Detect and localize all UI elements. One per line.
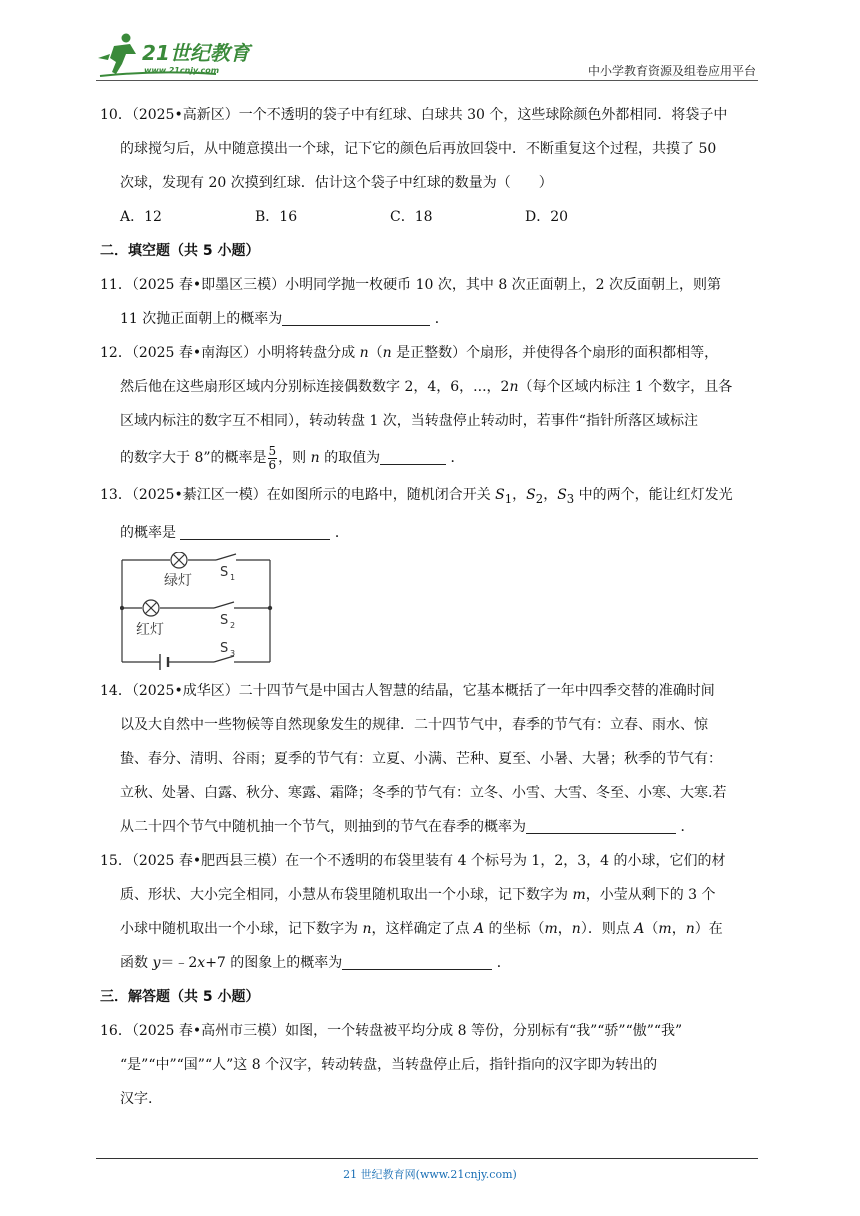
- answer-blank: [180, 521, 330, 540]
- q15-text: 的坐标（: [484, 920, 545, 937]
- q15-tail: ．: [496, 954, 511, 971]
- switch-label: S: [495, 487, 505, 503]
- q14-line-1: 14．（2025•成华区）二十四节气是中国古人智慧的结晶，它基本概括了一年中四季交替的准确时间: [100, 682, 715, 699]
- q15-text: ＝﹣2: [160, 954, 198, 971]
- q14-line-2: 以及大自然中一些物候等自然现象发生的规律．二十四节气中，春季的节气有：立春、雨水、惊: [120, 716, 708, 733]
- point-a: A: [473, 920, 485, 937]
- footer-text: 21 世纪教育网(www.21cnjy.com): [343, 1168, 517, 1181]
- q14-tail: ．: [680, 818, 695, 835]
- q15-text: +7 的图象上的概率为: [205, 954, 343, 971]
- q14-line-4: 立秋、处暑、白露、秋分、寒露、霜降；冬季的节气有：立冬、小雪、大雪、冬至、小寒、大寒.若: [120, 784, 727, 801]
- q12-text: （每个区域内标注 1 个数字，且各: [518, 379, 733, 395]
- q15-text: （: [644, 920, 659, 937]
- battery-icon: [160, 654, 168, 670]
- q13-line-2: [120, 516, 770, 550]
- q12-text: （: [368, 345, 383, 361]
- q15-text: ，这样确定了点: [371, 920, 474, 937]
- answer-blank: [282, 307, 430, 326]
- q15-text: ，: [671, 920, 686, 937]
- switch-subscript: 3: [566, 491, 575, 506]
- q12-text: 12．（2025 春•南海区）小明将转盘分成: [100, 345, 360, 361]
- section-answer-questions: 三．解答题（共 5 小题）: [100, 988, 260, 1005]
- answer-blank: [342, 951, 492, 970]
- q15-text: 质、形状、大小完全相同，小慧从布袋里随机取出一个小球，记下数字为: [120, 886, 573, 903]
- logo-text: 21世纪教育: [142, 41, 250, 65]
- choice-d: D．20: [525, 209, 569, 225]
- var-n: n: [382, 345, 392, 361]
- q16-line-3: 汉字.: [120, 1090, 153, 1107]
- fraction-denominator: 6: [268, 457, 277, 472]
- var-m: m: [658, 920, 672, 937]
- var-n: n: [571, 920, 581, 937]
- q14-line-5: [120, 810, 770, 844]
- switch-subscript: 2: [535, 491, 544, 506]
- q16-line-2: “是”“中”“国”“人”这 8 个汉字，转动转盘，当转盘停止后，指针指向的汉字即为转出的: [120, 1056, 658, 1073]
- question-16: [100, 1014, 770, 1116]
- choice-a: A．12: [120, 209, 162, 225]
- switch-label: S: [526, 487, 536, 503]
- q11-line-2: [120, 302, 770, 336]
- var-n: n: [359, 345, 369, 361]
- q14-line-3: 蛰、春分、清明、谷雨；夏季的节气有：立夏、小满、芒种、夏至、小暑、大暑；秋季的节气有：: [120, 750, 722, 767]
- answer-blank: [380, 446, 446, 465]
- q13-line-1: 13．（2025•綦江区一模）在如图所示的电路中，随机闭合开关 $S_1$，$S_2$，$S_3$ 中的两个，能让红灯发光: [100, 487, 733, 506]
- q12-text: 然后他在这些扇形区域内分别标连接偶数数字 2，4，6，...，2: [120, 379, 510, 395]
- q11-text: 11 次抛正面朝上的概率为: [120, 311, 283, 327]
- switch-3-label: S: [220, 640, 229, 656]
- q12-line-2: [120, 370, 770, 404]
- q13-text: 13．（2025•綦江区一模）在如图所示的电路中，随机闭合开关: [100, 487, 496, 503]
- header-divider: [96, 80, 758, 81]
- q15-text: 小球中随机取出一个小球，记下数字为: [120, 920, 363, 937]
- var-m: m: [572, 886, 586, 903]
- var-n: n: [685, 920, 695, 937]
- q10-line-3: 次球，发现有 20 次摸到红球．估计这个袋子中红球的数量为（ ）: [120, 175, 553, 191]
- q13-text: 中的两个，能让红灯发光: [574, 487, 733, 503]
- green-lamp-icon: [171, 552, 187, 568]
- q15-text: ）．则点: [580, 920, 635, 937]
- choice-b: B．16: [255, 209, 298, 225]
- switch-label: S: [557, 487, 567, 503]
- var-n: n: [362, 920, 372, 937]
- q12-text: 的取值为: [319, 450, 381, 466]
- var-x: x: [197, 954, 206, 971]
- page-header: [96, 30, 756, 82]
- switch-1-label: S: [220, 564, 229, 580]
- q12-text: ，则: [278, 450, 311, 466]
- q11-line-1: 11．（2025 春•即墨区三模）小明同学抛一枚硬币 10 次，其中 8 次正面朝上，2 次反面朝上，则第: [100, 277, 722, 293]
- var-n: n: [310, 450, 320, 466]
- section-fill-in-blank: 二．填空题（共 5 小题）: [100, 243, 260, 259]
- q10-line-1: 10．（2025•高新区）一个不透明的袋子中有红球、白球共 30 个，这些球除颜色外都相同．将袋子中: [100, 107, 728, 123]
- var-m: m: [544, 920, 558, 937]
- q10-line-2: 的球搅匀后，从中随意摸出一个球，记下它的颜色后再放回袋中．不断重复这个过程，共摸了 50: [120, 141, 717, 157]
- q15-line-2: [120, 878, 770, 912]
- answer-blank: [526, 815, 676, 834]
- var-n: n: [509, 379, 519, 395]
- document-body: [100, 98, 770, 1116]
- site-logo: [96, 30, 266, 82]
- q15-text: ）在: [694, 920, 723, 937]
- q15-line-4: [120, 946, 770, 980]
- platform-name: 中小学教育资源及组卷应用平台: [587, 64, 756, 78]
- q12-line-3: 区域内标注的数字互不相同），转动转盘 1 次，当转盘停止转动时，若事件“指针所落区域标注: [120, 413, 698, 429]
- circuit-diagram: [120, 552, 280, 670]
- red-lamp-label: 红灯: [136, 621, 164, 638]
- red-lamp-icon: [143, 600, 159, 616]
- question-15: [100, 844, 770, 980]
- fraction: [268, 445, 278, 472]
- q11-tail: ．: [434, 311, 449, 327]
- question-13: [100, 478, 770, 670]
- q13-text: 的概率是: [120, 524, 176, 541]
- q15-text: 函数: [120, 954, 153, 971]
- q15-line-3: [120, 912, 770, 946]
- question-12: [100, 336, 770, 478]
- switch-2-sub: 2: [230, 620, 236, 630]
- q12-text: 的数字大于 8”的概率是: [120, 450, 267, 466]
- q15-line-1: 15．（2025 春•肥西县三模）在一个不透明的布袋里装有 4 个标号为 1，2，3，4 的小球，它们的材: [100, 852, 726, 869]
- q12-line-4: [120, 438, 770, 478]
- q10-choices: [120, 200, 660, 234]
- q12-line-1: [100, 336, 770, 370]
- switch-subscript: 1: [504, 491, 513, 506]
- question-14: [100, 674, 770, 844]
- q12-tail: ．: [450, 450, 465, 466]
- question-10: [100, 98, 770, 234]
- q14-text: 从二十四个节气中随机抽一个节气，则抽到的节气在春季的概率为: [120, 818, 526, 835]
- q13-tail: ．: [334, 524, 349, 541]
- var-y: y: [152, 954, 161, 971]
- q15-text: ，: [557, 920, 572, 937]
- question-11: [100, 268, 770, 336]
- switch-3-sub: 3: [230, 648, 236, 658]
- q12-text: 是正整数）个扇形，并使得各个扇形的面积都相等，: [391, 345, 719, 361]
- logo-url: www.21cnjy.com: [144, 66, 220, 75]
- green-lamp-label: 绿灯: [164, 572, 192, 589]
- switch-2-label: S: [220, 612, 229, 628]
- switch-1-sub: 1: [230, 572, 236, 582]
- footer-divider: [96, 1158, 758, 1159]
- fraction-numerator: 5: [268, 443, 277, 458]
- choice-c: C．18: [390, 209, 433, 225]
- point-a: A: [634, 920, 645, 937]
- q16-line-1: 16．（2025 春•高州市三模）如图，一个转盘被平均分成 8 等份，分别标有“我”“骄”“傲”“我”: [100, 1022, 683, 1039]
- q15-text: ，小莹从剩下的 3 个: [585, 886, 716, 903]
